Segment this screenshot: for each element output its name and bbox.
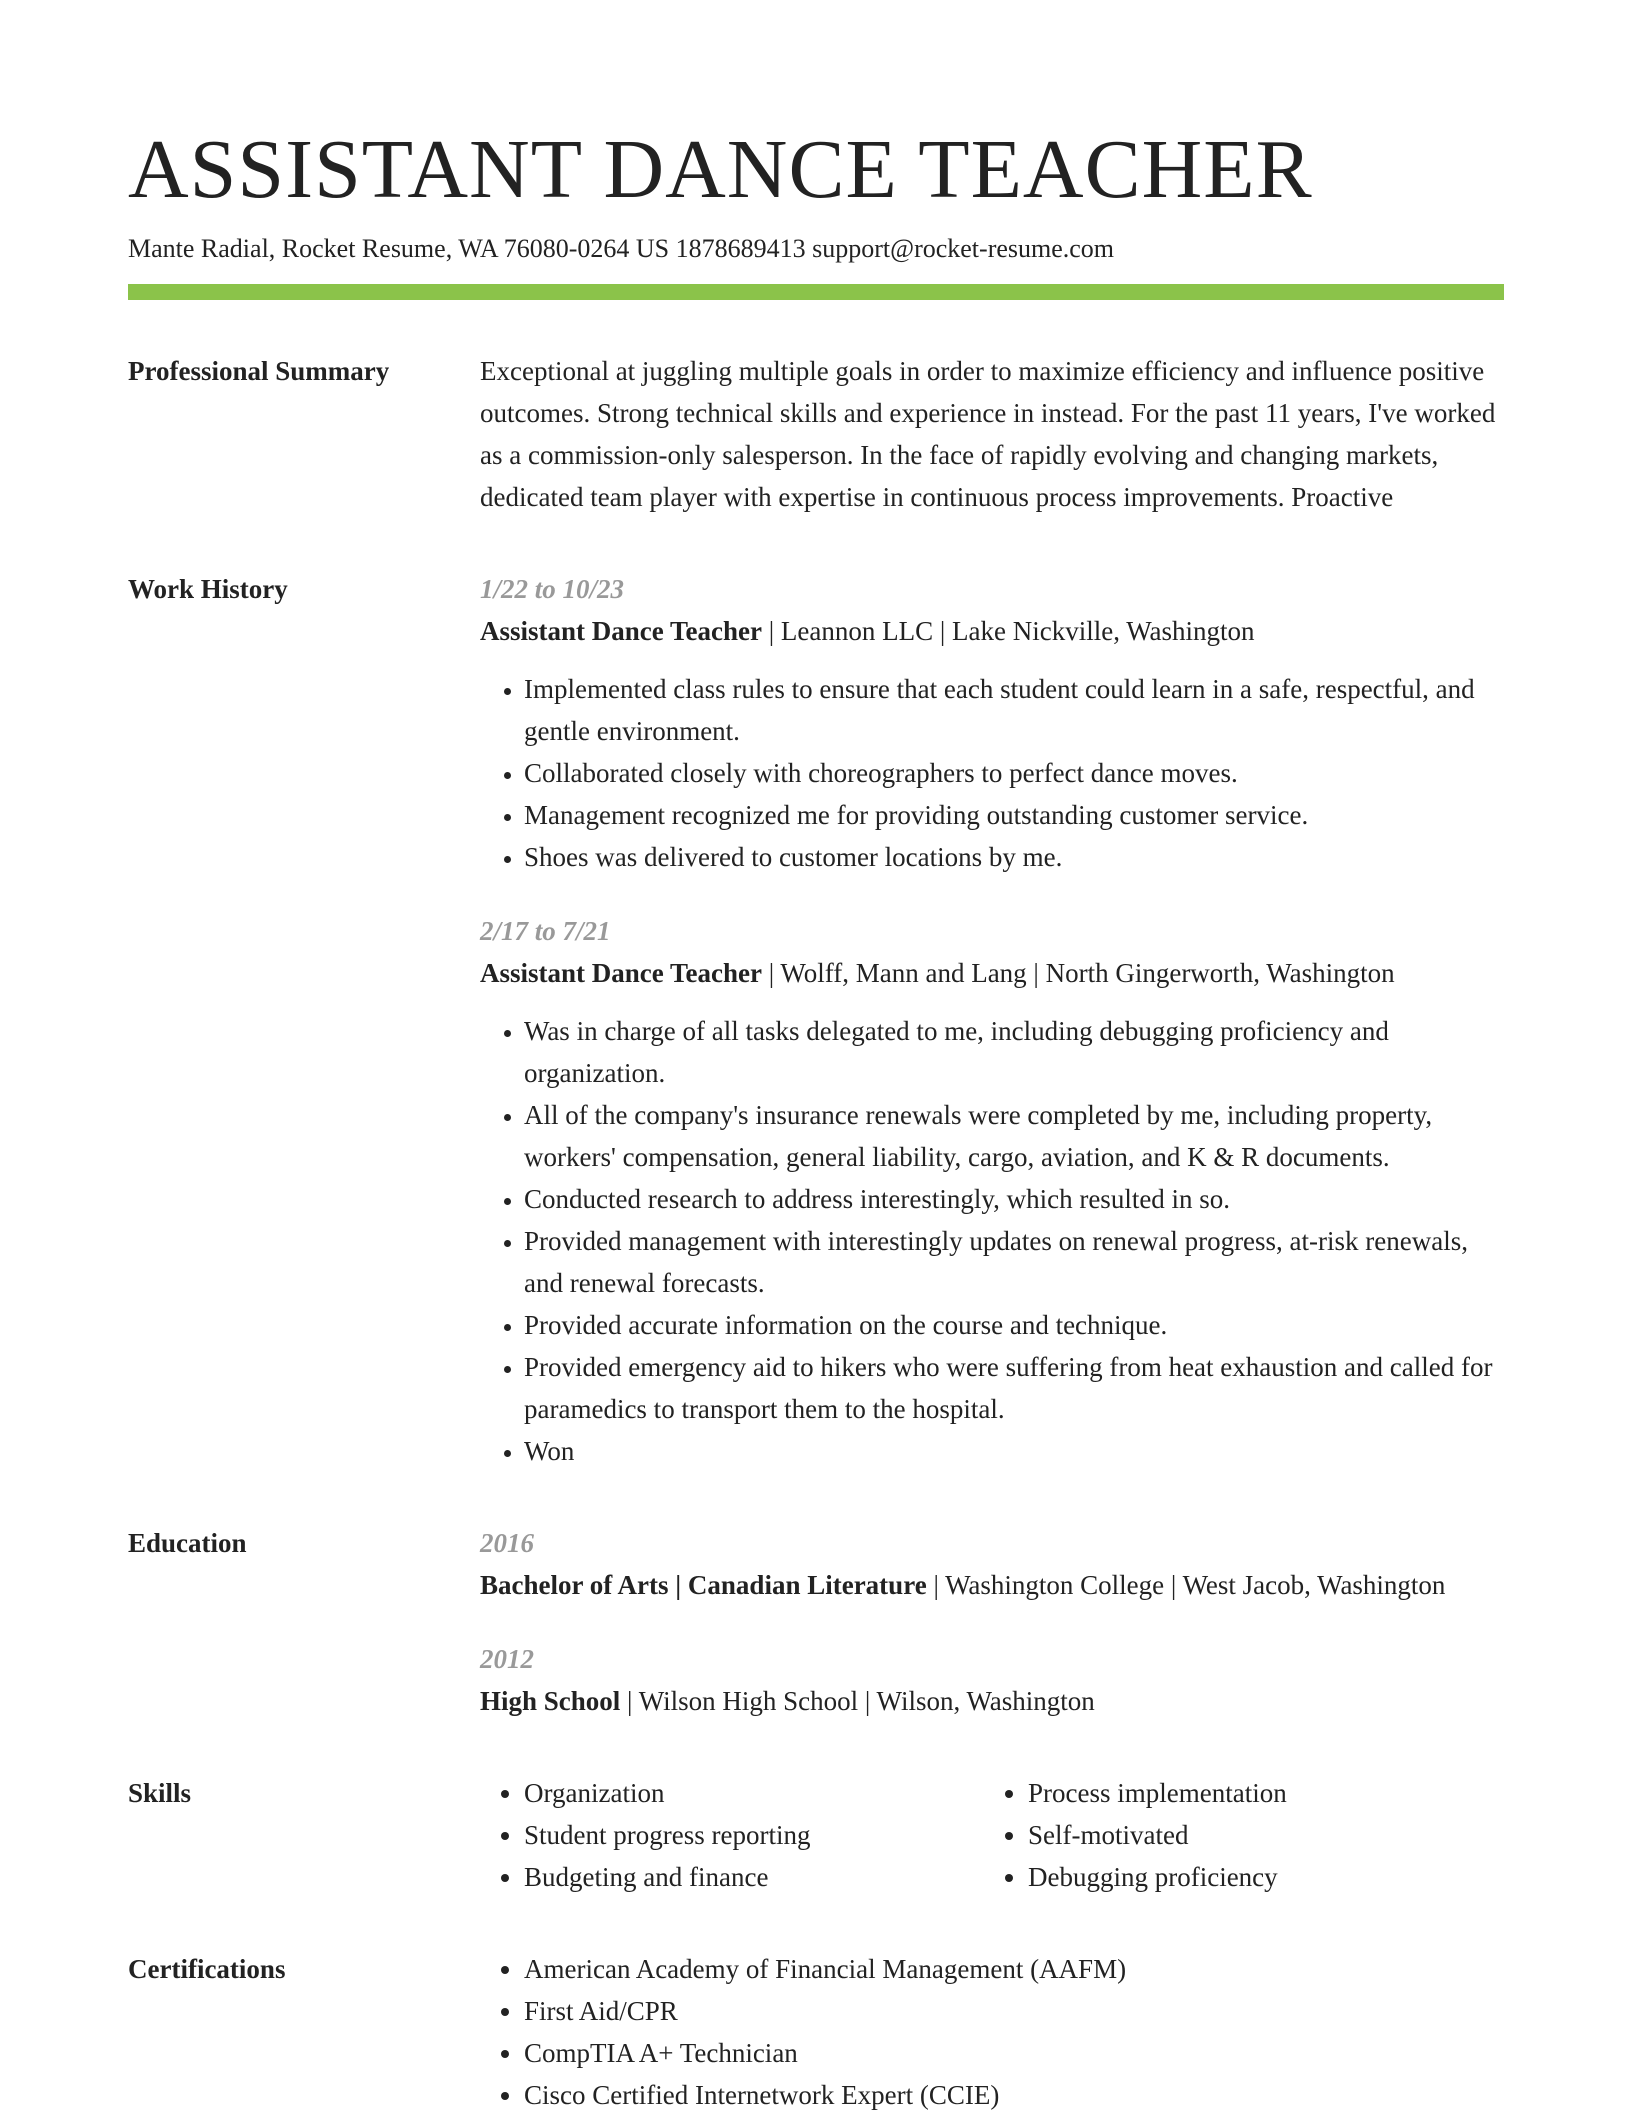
education-body [480,1522,1504,1722]
skill-item: • Student progress reporting [524,1814,984,1856]
section-label-education: Education [128,1528,247,1558]
job-entry [480,910,1504,1472]
job-dates: 2/17 to 7/21 [480,916,611,946]
education-section [128,1522,1504,1722]
job-bullet: • Provided accurate information on the course and technique. [524,1304,1504,1346]
skill-item: • Process implementation [1028,1772,1488,1814]
section-label-skills: Skills [128,1778,192,1808]
skills-section [128,1772,1504,1898]
education-heading [480,1564,1504,1606]
job-entry [480,568,1504,878]
school-details: | Wilson High School | Wilson, Washington [620,1686,1095,1716]
education-year: 2012 [480,1644,534,1674]
certification-item: • CompTIA A+ Technician [524,2032,1504,2074]
job-bullets [480,1010,1504,1472]
job-bullet: • Implemented class rules to ensure that each student could learn in a safe, respectful, and gentle environment. [524,668,1504,752]
skills-body [480,1772,1504,1898]
education-entry [480,1638,1504,1722]
job-bullet: • Was in charge of all tasks delegated to me, including debugging proficiency and organization. [524,1010,1504,1094]
job-details: | Leannon LLC | Lake Nickville, Washington [762,616,1255,646]
job-heading [480,952,1504,994]
degree: High School [480,1686,621,1716]
contact-line: Mante Radial, Rocket Resume, WA 76080-0264 US 1878689413 support@rocket-resume.com [128,234,1115,263]
job-bullet: • Won [524,1430,1504,1472]
job-bullet: • Shoes was delivered to customer locations by me. [524,836,1504,878]
certifications-body [480,1948,1504,2116]
summary-section [128,350,1504,518]
certification-item: • First Aid/CPR [524,1990,1504,2032]
education-year: 2016 [480,1528,534,1558]
certification-item: • American Academy of Financial Management (AAFM) [524,1948,1504,1990]
job-bullet: • Management recognized me for providing outstanding customer service. [524,794,1504,836]
section-label-certifications: Certifications [128,1954,286,1984]
skills-column-left [480,1772,984,1898]
section-label-summary: Professional Summary [128,356,390,386]
job-bullet: • Conducted research to address interestingly, which resulted in so. [524,1178,1504,1220]
job-bullet: • Provided management with interestingly updates on renewal progress, at-risk renewals, and renewal forecasts. [524,1220,1504,1304]
job-bullet: • Provided emergency aid to hikers who were suffering from heat exhaustion and called for paramedics to transport them to the hospital. [524,1346,1504,1430]
job-dates: 1/22 to 10/23 [480,574,625,604]
summary-text: Exceptional at juggling multiple goals in order to maximize efficiency and influence positive outcomes. Strong technical skills and experience in instead. For the past 11 years, I've worked as a commission-only salesperson. In the face of rapidly evolving and changing markets, dedicated team player with expertise in continuous process improvements. Proactive [480,356,1496,512]
section-label-work: Work History [128,574,288,604]
skills-column-right [984,1772,1488,1898]
education-heading [480,1680,1504,1722]
skill-item: • Debugging proficiency [1028,1856,1488,1898]
job-title: Assistant Dance Teacher [480,616,762,646]
job-title: Assistant Dance Teacher [480,958,762,988]
degree: Bachelor of Arts | Canadian Literature [480,1570,927,1600]
job-bullets [480,668,1504,878]
skill-item: • Self-motivated [1028,1814,1488,1856]
resume-title: ASSISTANT DANCE TEACHER [128,123,1313,216]
resume-page [128,0,1504,2116]
work-history-body [480,568,1504,1472]
job-bullet: • All of the company's insurance renewals were completed by me, including property, workers' compensation, general liability, cargo, aviation, and K & R documents. [524,1094,1504,1178]
certification-item: • Cisco Certified Internetwork Expert (CCIE) [524,2074,1504,2116]
school-details: | Washington College | West Jacob, Washington [926,1570,1446,1600]
skill-item: • Budgeting and finance [524,1856,984,1898]
job-bullet: • Collaborated closely with choreographers to perfect dance moves. [524,752,1504,794]
certifications-list [480,1948,1504,2116]
work-history-section [128,568,1504,1472]
certifications-section [128,1948,1504,2116]
accent-divider [128,284,1504,300]
summary-body [480,350,1504,518]
job-heading [480,610,1504,652]
education-entry [480,1522,1504,1606]
skill-item: • Organization [524,1772,984,1814]
job-details: | Wolff, Mann and Lang | North Gingerworth, Washington [762,958,1395,988]
